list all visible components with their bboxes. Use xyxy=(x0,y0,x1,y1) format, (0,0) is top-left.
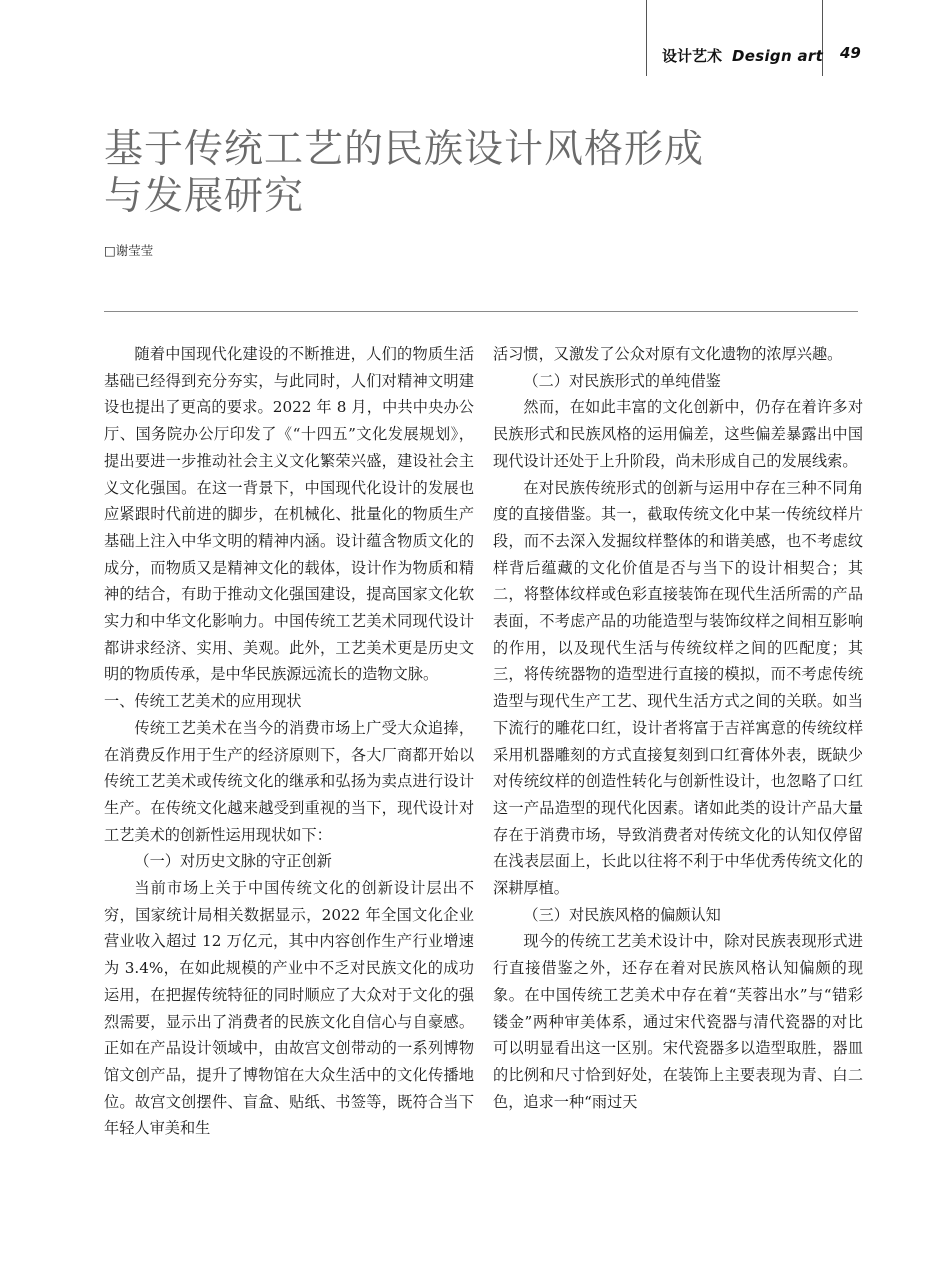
section-name-en: Design art xyxy=(732,47,824,65)
paragraph: 然而，在如此丰富的文化创新中，仍存在着许多对民族形式和民族风格的运用偏差，这些偏差暴露出中国现代设计还处于上升阶段，尚未形成自己的发展线索。 xyxy=(493,398,863,470)
title-line-2: 与发展研究 xyxy=(104,174,305,219)
page-number: 49 xyxy=(840,44,861,62)
paragraph: 传统工艺美术在当今的消费市场上广受大众追捧，在消费反作用于生产的经济原则下，各大厂商都开始以传统工艺美术或传统文化的继承和弘扬为卖点进行设计生产。在传统文化越来越受到重视的当下，现代设计对工艺美术的创新性运用现状如下： xyxy=(104,718,474,844)
right-column xyxy=(493,341,863,1115)
subsection-heading: （一）对历史文脉的守正创新 xyxy=(134,852,332,871)
article-title xyxy=(104,126,744,220)
header-divider-left xyxy=(646,0,647,76)
author: □谢莹莹 xyxy=(104,243,154,258)
section-heading: 一、传统工艺美术的应用现状 xyxy=(104,692,302,711)
subsection-heading: （二）对民族形式的单纯借鉴 xyxy=(523,371,721,390)
paragraph-continued: 活习惯，又激发了公众对原有文化遗物的浓厚兴趣。 xyxy=(493,345,843,363)
left-column xyxy=(104,341,474,1142)
section-name-cn: 设计艺术 xyxy=(662,47,723,65)
paragraph: 现今的传统工艺美术设计中，除对民族表现形式进行直接借鉴之外，还存在着对民族风格认知偏颇的现象。在中国传统工艺美术中存在着“芙蓉出水”与“错彩镂金”两种审美体系，通过宋代瓷器与清代瓷器的对比可以明显看出这一区别。宋代瓷器多以造型取胜，器皿的比例和尺寸恰到好处，在装饰上主要表现为青、白二色，追求一种“雨过天 xyxy=(493,932,863,1111)
header-rule xyxy=(104,311,858,312)
running-head xyxy=(662,45,823,66)
paragraph: 随着中国现代化建设的不断推进，人们的物质生活基础已经得到充分夯实，与此同时，人们对精神文明建设也提出了更高的要求。2022 年 8 月，中共中央办公厅、国务院办公厅印发了《“十四五”文化发展规划》，提出要进一步推动社会主义文化繁荣兴盛，建设社会主义文化强国。在这一背景下，中国现代化设计的发展也应紧跟时代前进的脚步，在机械化、批量化的物质生产基础上注入中华文明的精神内涵。设计蕴含物质文化的成分，而物质又是精神文化的载体，设计作为物质和精神的结合，有助于推动文化强国建设，提高国家文化软实力和中华文化影响力。中国传统工艺美术同现代设计都讲求经济、实用、美观。此外，工艺美术更是历史文明的物质传承，是中华民族源远流长的造物文脉。 xyxy=(104,345,474,684)
paragraph: 当前市场上关于中国传统文化的创新设计层出不穷，国家统计局相关数据显示，2022 年全国文化企业营业收入超过 12 万亿元，其中内容创作生产行业增速为 3.4%，在如此规模的产业中不乏对民族文化的成功运用，在把握传统特征的同时顺应了大众对于文化的强烈需要，显示出了消费者的民族文化自信心与自豪感。正如在产品设计领域中，由故宫文创带动的一系列博物馆文创产品，提升了博物馆在大众生活中的文化传播地位。故宫文创摆件、盲盒、贴纸、书签等，既符合当下年轻人审美和生 xyxy=(104,879,474,1138)
paragraph: 在对民族传统形式的创新与运用中存在三种不同角度的直接借鉴。其一，截取传统文化中某一传统纹样片段，而不去深入发掘纹样整体的和谐美感，也不考虑纹样背后蕴藏的文化价值是否与当下的设计相契合；其二，将整体纹样或色彩直接装饰在现代生活所需的产品表面，不考虑产品的功能造型与装饰纹样之间相互影响的作用，以及现代生活与传统纹样之间的匹配度；其三，将传统器物的造型进行直接的模拟，而不考虑传统造型与现代生产工艺、现代生活方式之间的关联。如当下流行的雕花口红，设计者将富于吉祥寓意的传统纹样采用机器雕刻的方式直接复刻到口红膏体外表，既缺少对传统纹样的创造性转化与创新性设计，也忽略了口红这一产品造型的现代化因素。诸如此类的设计产品大量存在于消费市场，导致消费者对传统文化的认知仅停留在浅表层面上，长此以往将不利于中华优秀传统文化的深耕厚植。 xyxy=(493,478,863,898)
title-line-1: 基于传统工艺的民族设计风格形成 xyxy=(104,127,705,172)
subsection-heading: （三）对民族风格的偏颇认知 xyxy=(523,905,721,924)
